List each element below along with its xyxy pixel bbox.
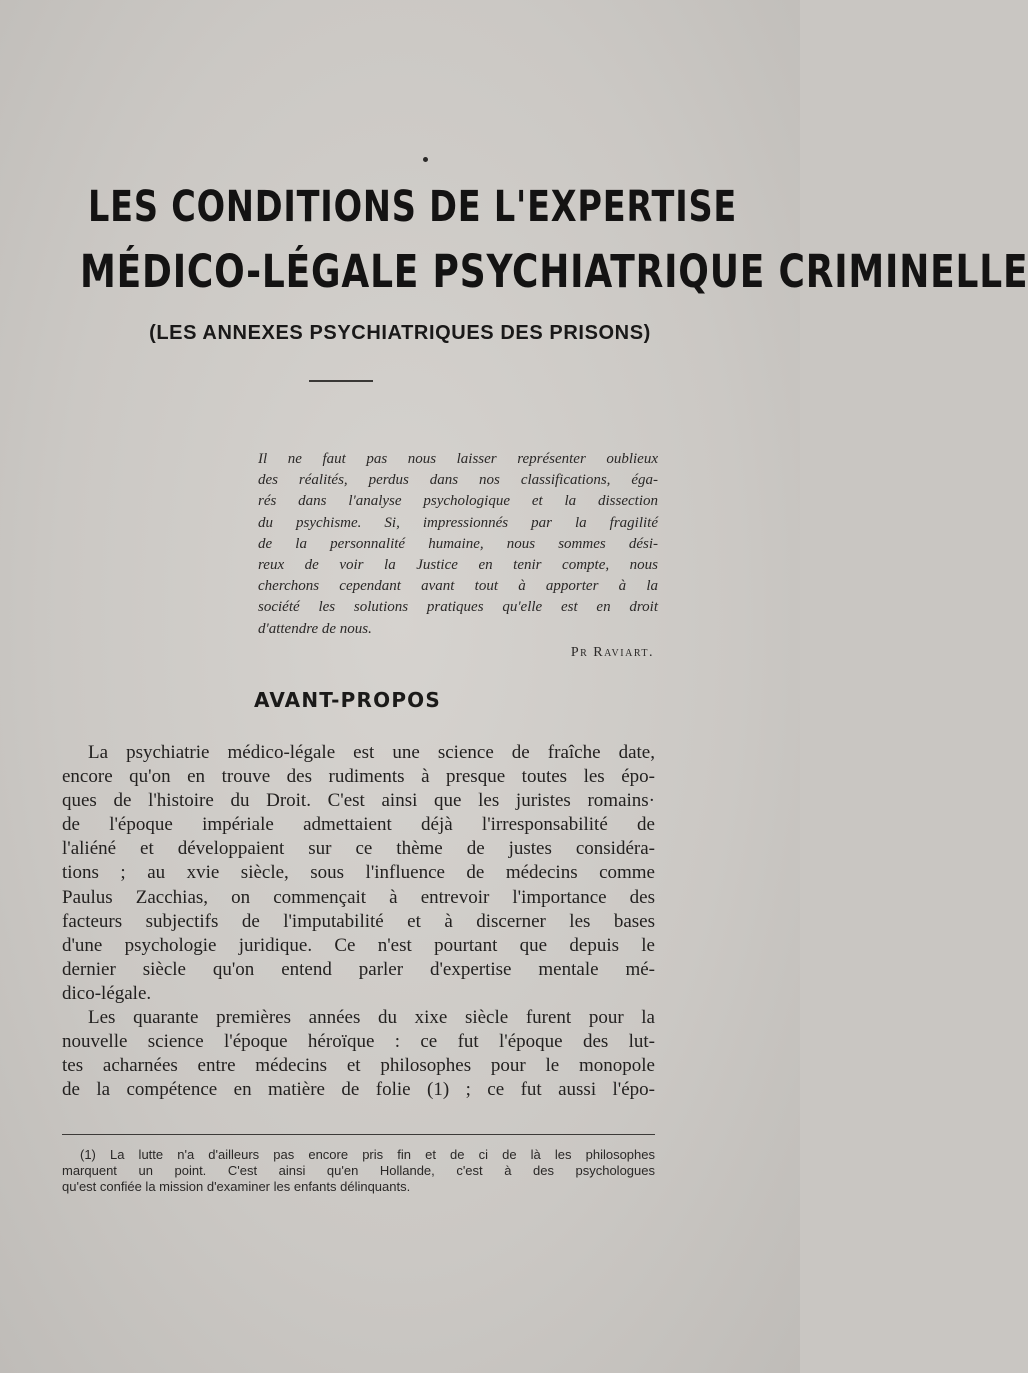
page-subtitle: (LES ANNEXES PSYCHIATRIQUES DES PRISONS): [149, 322, 651, 344]
body-line: de l'époque impériale admettaient déjà l'irresponsabilité de: [62, 814, 655, 836]
footnote-line: (1) La lutte n'a d'ailleurs pas encore pris fin et de ci de là les philosophes: [80, 1147, 655, 1162]
page-title-line-1: LES CONDITIONS DE L'EXPERTISE: [88, 182, 738, 232]
epigraph-author: Pr Raviart.: [570, 645, 654, 660]
body-line: d'une psychologie juridique. Ce n'est pourtant que depuis le: [62, 934, 655, 956]
body-line: ques de l'histoire du Droit. C'est ainsi que les juristes romains·: [62, 790, 655, 812]
footnote-line: qu'est confiée la mission d'examiner les enfants délinquants.: [62, 1179, 411, 1194]
epigraph-line: des réalités, perdus dans nos classifications, éga-: [258, 472, 658, 489]
body-line: encore qu'on en trouve des rudiments à presque toutes les épo-: [62, 766, 655, 788]
body-line: Paulus Zacchias, on commençait à entrevoir l'importance des: [62, 886, 655, 908]
body-text: [62, 741, 655, 1102]
epigraph-line: reux de voir la Justice en tenir compte, nous: [258, 557, 658, 574]
title-divider: [309, 380, 373, 382]
body-line: dico-légale.: [62, 982, 152, 1004]
epigraph-line: de la personnalité humaine, nous sommes dési-: [258, 535, 658, 552]
body-line: tions ; au xvie siècle, sous l'influence de médecins comme: [62, 862, 655, 884]
epigraph: [258, 449, 658, 640]
body-line: nouvelle science l'époque héroïque : ce fut l'époque des lut-: [62, 1031, 655, 1053]
body-line: dernier siècle qu'on entend parler d'expertise mentale mé-: [62, 958, 655, 980]
ink-speck: [423, 157, 428, 162]
epigraph-line: d'attendre de nous.: [258, 620, 372, 637]
page-title-line-2: MÉDICO-LÉGALE PSYCHIATRIQUE CRIMINELLE: [80, 245, 1028, 298]
epigraph-line: du psychisme. Si, impressionnés par la fragilité: [258, 514, 658, 531]
body-line: La psychiatrie médico-légale est une science de fraîche date,: [88, 742, 655, 763]
section-heading: AVANT-PROPOS: [254, 688, 441, 712]
footnote: [62, 1147, 655, 1195]
epigraph-line: Il ne faut pas nous laisser représenter oublieux: [258, 451, 658, 467]
epigraph-line: rés dans l'analyse psychologique et la dissection: [258, 493, 658, 510]
footnote-line: marquent un point. C'est ainsi qu'en Hollande, c'est à des psychologues: [62, 1163, 655, 1178]
body-line: de la compétence en matière de folie (1) ; ce fut aussi l'épo-: [62, 1079, 655, 1101]
epigraph-line: société les solutions pratiques qu'elle est en droit: [258, 599, 658, 616]
body-line: facteurs subjectifs de l'imputabilité et à discerner les bases: [62, 910, 655, 932]
body-line: tes acharnées entre médecins et philosophes pour le monopole: [62, 1055, 655, 1077]
footnote-divider: [62, 1134, 655, 1135]
epigraph-line: cherchons cependant avant tout à apporter à la: [258, 578, 658, 595]
body-line: Les quarante premières années du xixe siècle furent pour la: [88, 1007, 655, 1029]
body-line: l'aliéné et développaient sur ce thème de justes considéra-: [62, 838, 655, 860]
